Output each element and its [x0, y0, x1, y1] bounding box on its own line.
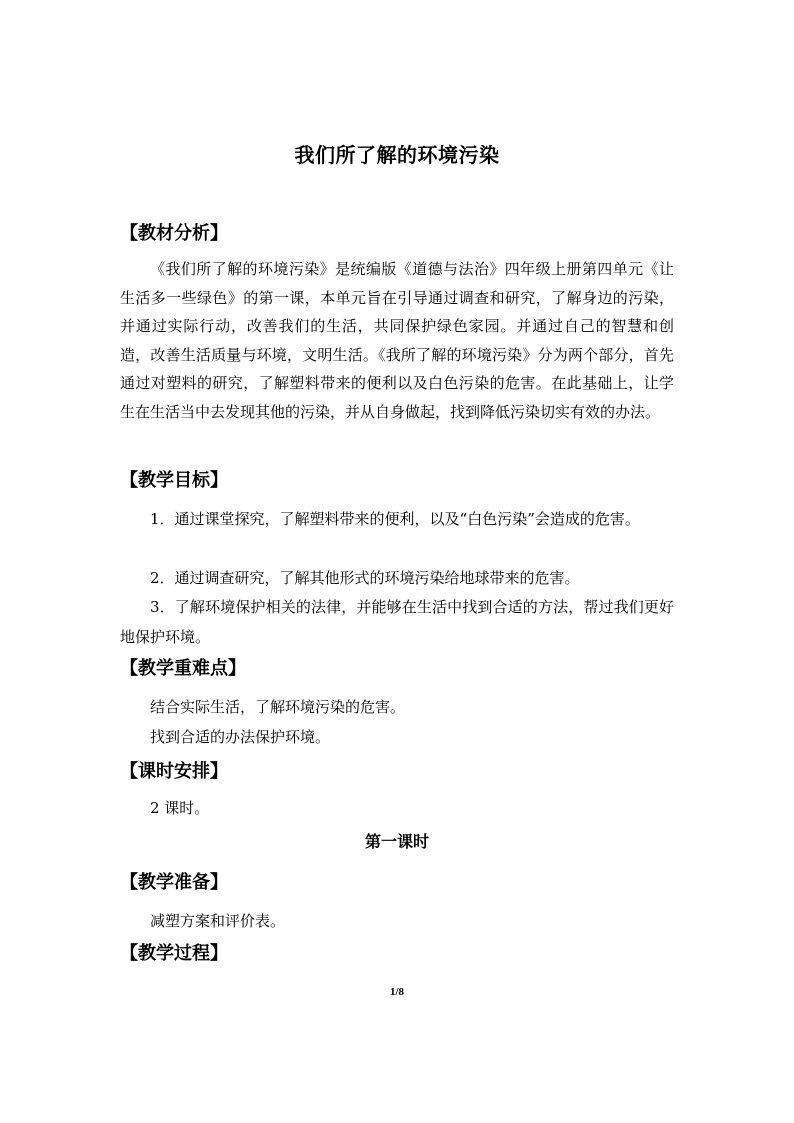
section-heading-key-points: 【教学重难点】: [120, 658, 246, 679]
analysis-paragraph: 《我们所了解的环境污染》是统编版《道德与法治》四年级上册第四单元《让生活多一些绿色》的第一课，本单元旨在引导通过调查和研究，了解身边的污染，并通过实际行动，改善我们的生活，共同保护绿色家园。并通过自己的智慧和创造，改善生活质量与环境，文明生活。《我所了解的环境污染》分为两个部分，首先通过对塑料的研究，了解塑料带来的便利以及白色污染的危害。在此基础上，让学生在生活当中去发现其他的污染，并从自身做起，找到降低污染切实有效的办法。: [120, 260, 674, 421]
section-heading-analysis: 【教材分析】: [120, 223, 228, 244]
section-heading-preparation: 【教学准备】: [120, 872, 228, 893]
document-title: 我们所了解的环境污染: [294, 143, 500, 167]
schedule-text: 2 课时。: [150, 799, 210, 817]
page-number: 1/8: [389, 986, 405, 998]
key-point-line-2: 找到合适的办法保护环境。: [150, 728, 331, 746]
section-heading-goals: 【教学目标】: [120, 470, 228, 491]
preparation-text: 减塑方案和评价表。: [150, 912, 286, 930]
goal-item-3: 3．了解环境保护相关的法律，并能够在生活中找到合适的方法，帮过我们更好地保护环境。: [120, 598, 674, 646]
goal-item-1: 1．通过课堂探究，了解塑料带来的便利，以及“白色污染”会造成的危害。: [150, 510, 640, 528]
goal-item-2: 2．通过调查研究，了解其他形式的环境污染给地球带来的危害。: [150, 569, 580, 587]
section-heading-process: 【教学过程】: [120, 943, 228, 964]
key-point-line-1: 结合实际生活，了解环境污染的危害。: [150, 698, 406, 716]
lesson-title: 第一课时: [364, 832, 429, 851]
section-heading-schedule: 【课时安排】: [120, 761, 228, 782]
